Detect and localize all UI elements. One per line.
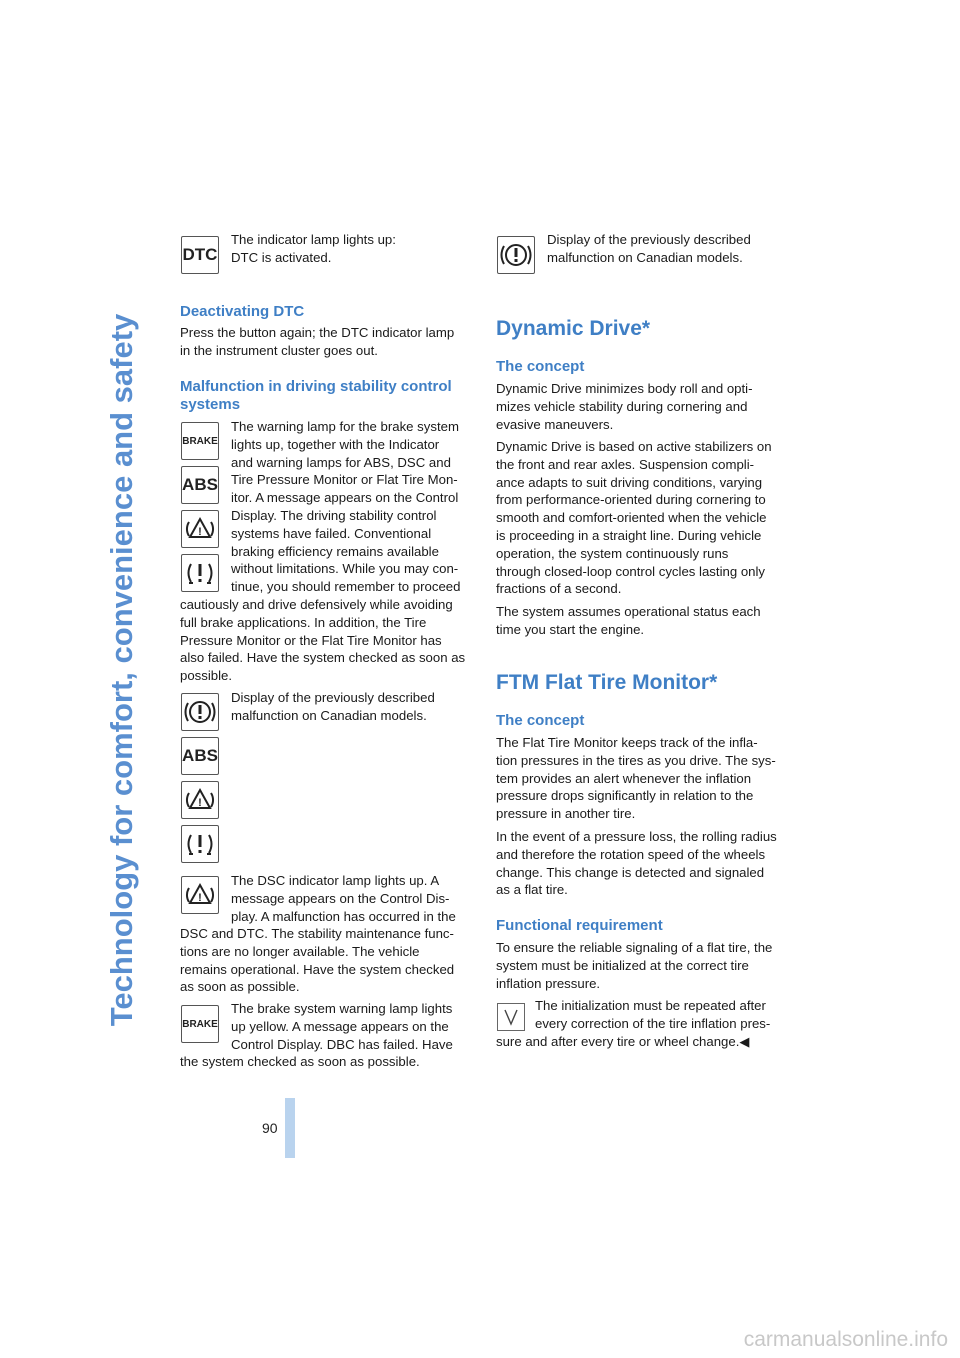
- text-line: Pressure Monitor or the Flat Tire Monitor has: [180, 632, 442, 648]
- text-line: Dynamic Drive is based on active stabilizers on: [496, 439, 772, 454]
- svg-text:!: !: [198, 526, 202, 538]
- text-line: tinue, you should remember to proceed: [231, 579, 461, 595]
- dtc-icon: [181, 236, 219, 274]
- svg-text:!: !: [198, 892, 202, 904]
- canadian-text-left: [231, 689, 491, 725]
- text-line: smooth and comfort-oriented when the vehicle: [496, 510, 767, 526]
- text-line: inflation pressure.: [496, 975, 601, 991]
- heading-functional-requirement: Functional requirement: [496, 917, 663, 934]
- dsc-triangle-icon: [181, 510, 219, 548]
- text-line: Display of the previously described: [231, 690, 435, 705]
- tire-pressure-icon: [181, 554, 219, 592]
- brake-yellow-full-text: [180, 1053, 480, 1071]
- text-line: In the event of a pressure loss, the rolling radius: [496, 829, 777, 844]
- text-line: as a flat tire.: [496, 882, 568, 898]
- text-line: The warning lamp for the brake system: [231, 419, 459, 434]
- abs-icon-label: ABS: [182, 475, 218, 494]
- text-line: system must be initialized at the correct tire: [496, 957, 749, 973]
- malfunction-full-text: [180, 596, 480, 685]
- heading-ftm: FTM Flat Tire Monitor*: [496, 671, 718, 694]
- text-line: pressure drops significantly in relation to the: [496, 788, 754, 804]
- text-line: is proceeding in a straight line. During vehicle: [496, 527, 762, 543]
- text-line: The Flat Tire Monitor keeps track of the infla-: [496, 735, 758, 750]
- ftm-paragraph-1: [496, 734, 796, 823]
- text-line: through closed-loop control cycles lasting only: [496, 563, 766, 579]
- text-line: DSC and DTC. The stability maintenance func-: [180, 926, 454, 941]
- abs-icon: [181, 466, 219, 504]
- text-line: cautiously and drive defensively while avoiding: [180, 597, 453, 612]
- text-line: remains operational. Have the system checked: [180, 961, 455, 977]
- text-line: the system checked as soon as possible.: [180, 1054, 420, 1069]
- text-line: Dynamic Drive minimizes body roll and opti-: [496, 381, 753, 396]
- text-line: and warning lamps for ABS, DSC and: [231, 454, 451, 470]
- text-line: Control Display. DBC has failed. Have: [231, 1036, 453, 1052]
- note-text-last: sure and after every tire or wheel change.◀: [496, 1034, 750, 1049]
- text-line: Display of the previously described: [547, 232, 751, 247]
- text-line: up yellow. A message appears on the: [231, 1018, 449, 1034]
- brake-circle-icon-right: [497, 236, 535, 274]
- text-line: time you start the engine.: [496, 621, 645, 637]
- text-line: also failed. Have the system checked as soon as: [180, 650, 466, 666]
- text-line: as soon as possible.: [180, 979, 300, 995]
- text-line: message appears on the Control Dis-: [231, 890, 450, 906]
- dd-paragraph-1: [496, 380, 796, 433]
- text-line: tions are no longer available. The vehicle: [180, 943, 420, 959]
- text-line: The initialization must be repeated after: [535, 998, 766, 1013]
- text-line: tion pressures in the tires as you drive. The sys-: [496, 752, 776, 768]
- text-line: ance adapts to suit driving conditions, varying: [496, 474, 763, 490]
- text-line: play. A malfunction has occurred in the: [231, 908, 456, 924]
- text-line: The system assumes operational status each: [496, 604, 761, 619]
- text-line: malfunction on Canadian models.: [547, 249, 743, 265]
- text-line: The brake system warning lamp lights: [231, 1001, 453, 1016]
- text-line: fractions of a second.: [496, 581, 622, 597]
- text-line: systems have failed. Conventional: [231, 525, 432, 541]
- heading-line: systems: [180, 396, 241, 413]
- text-line: mizes vehicle stability during cornering and: [496, 398, 748, 414]
- heading-ftm-concept: The concept: [496, 712, 585, 729]
- tire-pressure-icon-canadian: [181, 825, 219, 863]
- dtc-icon-label: DTC: [182, 245, 218, 264]
- text-line: Tire Pressure Monitor or Flat Tire Mon-: [231, 472, 458, 488]
- note-text: [535, 997, 795, 1033]
- dsc-indented-text: [231, 872, 491, 925]
- text-line: To ensure the reliable signaling of a flat tire, the: [496, 940, 773, 955]
- text-line: Display. The driving stability control: [231, 507, 437, 523]
- note-triangle-icon: [497, 1003, 525, 1031]
- text-line: pressure in another tire.: [496, 806, 636, 822]
- brake-yellow-icon: [181, 1005, 219, 1043]
- text-line: lights up, together with the Indicator: [231, 436, 440, 452]
- dsc-triangle-icon-canadian: [181, 781, 219, 819]
- text-line: Press the button again; the DTC indicator lamp: [180, 325, 455, 340]
- text-line: itor. A message appears on the Control: [231, 490, 459, 506]
- brake-circle-icon: [181, 693, 219, 731]
- ftm-paragraph-2: [496, 828, 796, 899]
- text-line: from performance-oriented during cornering to: [496, 492, 766, 508]
- heading-deactivating-dtc: Deactivating DTC: [180, 303, 305, 320]
- text-line: the front and rear axles. Suspension compli-: [496, 456, 755, 472]
- dtc-lamp-text: [231, 231, 491, 267]
- text-line: possible.: [180, 668, 233, 684]
- watermark-text: carmanualsonline.info: [743, 1328, 948, 1351]
- text-line: malfunction on Canadian models.: [231, 707, 427, 723]
- text-line: change. This change is detected and signaled: [496, 864, 765, 880]
- page-edge-bar: [285, 1098, 295, 1158]
- heading-line: Malfunction in driving stability control: [180, 378, 452, 395]
- text-line: every correction of the tire inflation pres-: [535, 1015, 771, 1031]
- abs-icon-canadian: [181, 737, 219, 775]
- heading-malfunction: [180, 378, 480, 414]
- dsc-indicator-icon: [181, 876, 219, 914]
- text-line: tem provides an alert whenever the inflation: [496, 770, 752, 786]
- text-line: full brake applications. In addition, the Tire: [180, 614, 427, 630]
- text-line: The indicator lamp lights up:: [231, 232, 396, 247]
- dd-paragraph-3: [496, 603, 796, 639]
- sidebar-title-text: Technology for comfort, convenience and safety: [104, 313, 139, 1027]
- brake-yellow-indented-text: [231, 1000, 491, 1053]
- brake-icon-label: BRAKE: [182, 1018, 218, 1030]
- brake-icon-label: BRAKE: [182, 435, 218, 447]
- text-line: operation, the system continuously runs: [496, 545, 729, 561]
- heading-dd-concept: The concept: [496, 358, 585, 375]
- brake-warning-icon: [181, 422, 219, 460]
- dsc-full-text: [180, 925, 480, 996]
- svg-text:!: !: [198, 797, 202, 809]
- text-line: and therefore the rotation speed of the wheels: [496, 846, 766, 862]
- text-line: without limitations. While you may con-: [231, 561, 459, 577]
- deactivating-body: [180, 324, 480, 360]
- malfunction-indented-text: [231, 418, 491, 596]
- text-line: braking efficiency remains available: [231, 543, 439, 559]
- text-line: DTC is activated.: [231, 249, 332, 265]
- heading-dynamic-drive: Dynamic Drive*: [496, 317, 651, 340]
- text-line: evasive maneuvers.: [496, 416, 614, 432]
- page-number: 90: [262, 1120, 278, 1136]
- sidebar-title: [92, 235, 152, 1105]
- ftm-paragraph-3: [496, 939, 796, 992]
- canadian-text-right: [547, 231, 807, 267]
- text-line: in the instrument cluster goes out.: [180, 342, 378, 358]
- text-line: The DSC indicator lamp lights up. A: [231, 873, 440, 888]
- dd-paragraph-2: [496, 438, 796, 598]
- abs-icon-label: ABS: [182, 746, 218, 765]
